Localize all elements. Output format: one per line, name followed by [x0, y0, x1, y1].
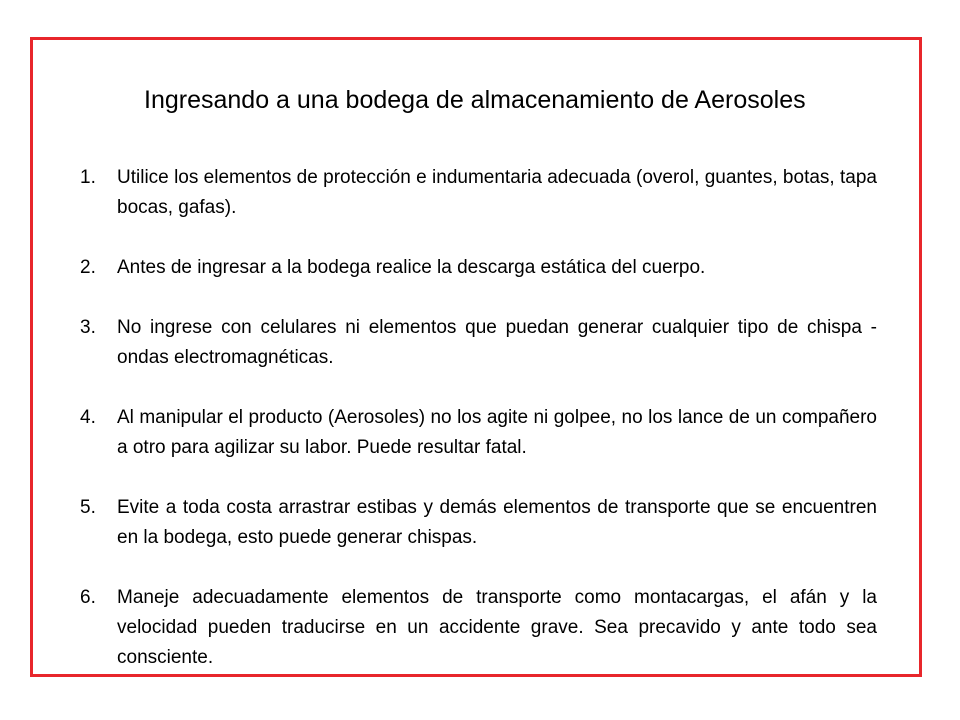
rule-text: Al manipular el producto (Aerosoles) no los agite ni golpee, no los lance de un compañero a otro para agilizar su labor. Puede resultar fatal. [117, 407, 877, 458]
rule-item-1 [80, 163, 877, 223]
rules-list [80, 163, 877, 703]
rule-number: 4. [80, 407, 96, 428]
rule-number: 6. [80, 587, 96, 608]
rule-item-6 [80, 583, 877, 673]
rule-text: Utilice los elementos de protección e indumentaria adecuada (overol, guantes, botas, tapa bocas, gafas). [117, 167, 877, 218]
rule-number: 1. [80, 167, 96, 188]
rule-number: 5. [80, 497, 96, 518]
rule-text: No ingrese con celulares ni elementos que puedan generar cualquier tipo de chispa - ondas electromagnéticas. [117, 317, 877, 368]
rule-number: 2. [80, 257, 96, 278]
rule-text: Evite a toda costa arrastrar estibas y demás elementos de transporte que se encuentren en la bodega, esto puede generar chispas. [117, 497, 877, 548]
rule-text: Antes de ingresar a la bodega realice la descarga estática del cuerpo. [117, 257, 706, 278]
slide-title: Ingresando a una bodega de almacenamiento de Aerosoles [144, 86, 806, 114]
rule-item-2 [80, 253, 877, 283]
rule-item-5 [80, 493, 877, 553]
rule-number: 3. [80, 317, 96, 338]
rule-item-4 [80, 403, 877, 463]
rule-item-3 [80, 313, 877, 373]
rule-text: Maneje adecuadamente elementos de transporte como montacargas, el afán y la velocidad pueden traducirse en un accidente grave. Sea precavido y ante todo sea consciente. [117, 587, 877, 668]
